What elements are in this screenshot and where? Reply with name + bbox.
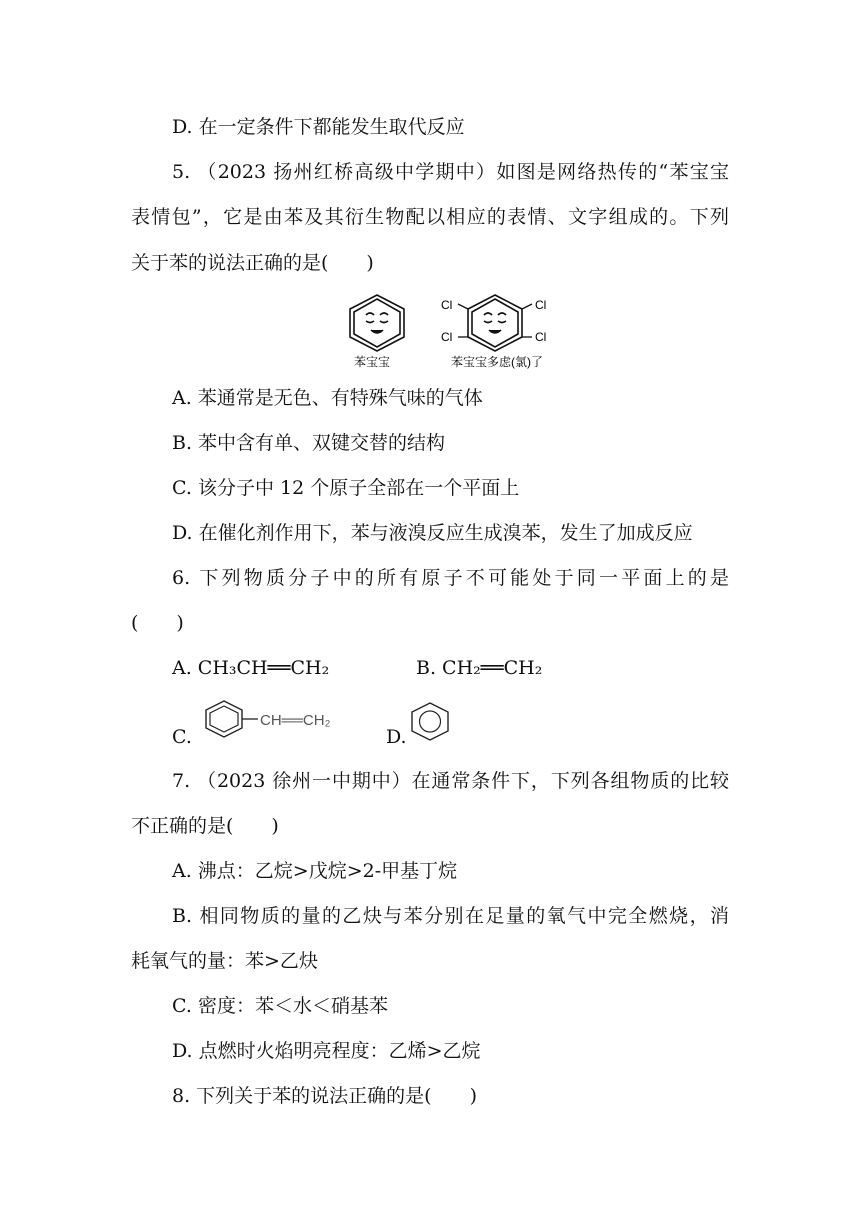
- q4-option-d: D. 在一定条件下都能发生取代反应: [172, 116, 465, 138]
- q5-option-b: B. 苯中含有单、双键交替的结构: [172, 432, 446, 454]
- q6-option-d-label: D.: [386, 726, 407, 748]
- styrene-structure-image: [200, 698, 350, 740]
- q5-option-a: A. 苯通常是无色、有特殊气味的气体: [172, 387, 483, 409]
- cl-label-top-right: Cl: [535, 298, 547, 312]
- styrene-substituent-text: CH══CH₂: [260, 712, 331, 729]
- q7-option-a: A. 沸点：乙烷>戊烷>2-甲基丁烷: [172, 860, 458, 882]
- q7-stem-line1: 7. （2023 徐州一中期中）在通常条件下，下列各组物质的比较: [172, 770, 729, 792]
- benzene-structure-image: [408, 701, 454, 743]
- q7-option-b-line2: 耗氧气的量：苯>乙炔: [131, 950, 318, 972]
- q5-option-c: C. 该分子中 12 个原子全部在一个平面上: [172, 477, 520, 499]
- cl-label-bottom-left: Cl: [441, 330, 453, 344]
- cl-label-bottom-right: Cl: [535, 330, 547, 344]
- q6-option-b: B. CH₂══CH₂: [416, 657, 543, 679]
- q5-stem-line2: 表情包”，它是由苯及其衍生物配以相应的表情、文字组成的。下列: [131, 206, 729, 228]
- q5-stem-line1: 5. （2023 扬州红桥高级中学期中）如图是网络热传的“苯宝宝: [172, 161, 729, 183]
- q7-option-c: C. 密度：苯＜水＜硝基苯: [172, 995, 388, 1017]
- q7-stem-line2: 不正确的是( ): [131, 815, 279, 837]
- figure-caption-right: 苯宝宝多虑(氯)了: [451, 355, 543, 369]
- q5-stem-line3: 关于苯的说法正确的是( ): [131, 252, 374, 274]
- q6-stem-line1: 6. 下列物质分子中的所有原子不可能处于同一平面上的是: [172, 567, 729, 589]
- benzene-baby-image: [340, 290, 555, 370]
- q6-option-c-label: C.: [172, 726, 192, 748]
- q7-option-b-line1: B. 相同物质的量的乙炔与苯分别在足量的氧气中完全燃烧，消: [172, 905, 729, 927]
- q7-option-d: D. 点燃时火焰明亮程度：乙烯>乙烷: [172, 1040, 481, 1062]
- q5-figure: [340, 290, 555, 370]
- q6-option-a: A. CH₃CH══CH₂: [172, 657, 330, 679]
- q6-option-d-structure: [408, 701, 454, 743]
- q8-stem: 8. 下列关于苯的说法正确的是( ): [172, 1085, 477, 1107]
- figure-caption-left: 苯宝宝: [354, 355, 391, 369]
- q6-option-c-structure: [200, 698, 350, 740]
- q5-option-d: D. 在催化剂作用下，苯与液溴反应生成溴苯，发生了加成反应: [172, 522, 693, 544]
- cl-label-top-left: Cl: [441, 298, 453, 312]
- q6-stem-line2: ( ): [131, 612, 184, 634]
